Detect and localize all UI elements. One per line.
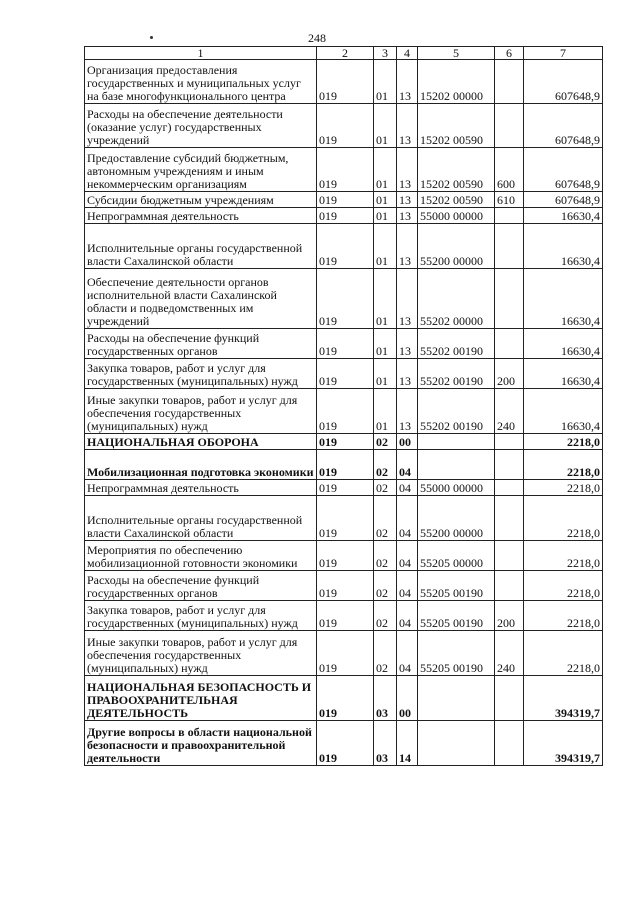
row-expense-type: 240 xyxy=(495,631,524,676)
budget-table xyxy=(84,46,603,766)
row-amount: 2218,0 xyxy=(524,541,603,571)
row-name: Организация предоставления государственных и муниципальных услуг на базе многофункционального центра xyxy=(85,60,317,104)
row-section: 02 xyxy=(374,434,397,450)
table-row xyxy=(85,104,603,148)
row-amount: 607648,9 xyxy=(524,104,603,148)
table-row xyxy=(85,541,603,571)
row-section: 02 xyxy=(374,496,397,541)
table-row xyxy=(85,148,603,192)
row-amount: 2218,0 xyxy=(524,434,603,450)
row-expense-type xyxy=(495,541,524,571)
row-section: 01 xyxy=(374,269,397,329)
row-ministry-code: 019 xyxy=(317,60,374,104)
row-ministry-code: 019 xyxy=(317,359,374,389)
row-expense-type xyxy=(495,329,524,359)
table-row xyxy=(85,224,603,269)
row-section: 01 xyxy=(374,224,397,269)
page-number: 248 xyxy=(308,31,326,45)
row-amount: 16630,4 xyxy=(524,269,603,329)
row-amount: 16630,4 xyxy=(524,359,603,389)
column-header-5: 5 xyxy=(418,47,495,60)
row-target-article: 55200 00000 xyxy=(418,224,495,269)
row-section: 01 xyxy=(374,104,397,148)
row-ministry-code: 019 xyxy=(317,224,374,269)
table-row xyxy=(85,571,603,601)
row-subsection: 13 xyxy=(397,148,418,192)
row-subsection: 00 xyxy=(397,434,418,450)
table-row xyxy=(85,192,603,208)
table-row xyxy=(85,329,603,359)
row-section: 01 xyxy=(374,60,397,104)
row-amount: 2218,0 xyxy=(524,571,603,601)
row-section: 02 xyxy=(374,631,397,676)
row-target-article: 55202 00190 xyxy=(418,329,495,359)
row-expense-type xyxy=(495,60,524,104)
row-amount: 16630,4 xyxy=(524,329,603,359)
row-name: Расходы на обеспечение деятельности (оказание услуг) государственных учреждений xyxy=(85,104,317,148)
row-target-article: 15202 00590 xyxy=(418,192,495,208)
row-target-article xyxy=(418,721,495,766)
row-name: Мобилизационная подготовка экономики xyxy=(85,450,317,480)
row-target-article: 55200 00000 xyxy=(418,496,495,541)
row-amount: 2218,0 xyxy=(524,450,603,480)
row-amount: 2218,0 xyxy=(524,631,603,676)
row-amount: 394319,7 xyxy=(524,721,603,766)
row-subsection: 13 xyxy=(397,224,418,269)
row-expense-type: 610 xyxy=(495,192,524,208)
row-expense-type: 200 xyxy=(495,359,524,389)
row-amount: 2218,0 xyxy=(524,496,603,541)
table-row xyxy=(85,480,603,496)
row-expense-type: 240 xyxy=(495,389,524,434)
row-name: НАЦИОНАЛЬНАЯ БЕЗОПАСНОСТЬ И ПРАВООХРАНИТЕЛЬНАЯ ДЕЯТЕЛЬНОСТЬ xyxy=(85,676,317,721)
row-name: Закупка товаров, работ и услуг для государственных (муниципальных) нужд xyxy=(85,359,317,389)
row-expense-type xyxy=(495,104,524,148)
row-expense-type: 200 xyxy=(495,601,524,631)
row-name: Расходы на обеспечение функций государственных органов xyxy=(85,571,317,601)
row-expense-type xyxy=(495,480,524,496)
row-expense-type xyxy=(495,224,524,269)
row-subsection: 00 xyxy=(397,676,418,721)
row-amount: 16630,4 xyxy=(524,208,603,224)
table-row xyxy=(85,601,603,631)
row-name: Исполнительные органы государственной власти Сахалинской области xyxy=(85,224,317,269)
row-target-article: 55205 00190 xyxy=(418,571,495,601)
row-amount: 607648,9 xyxy=(524,60,603,104)
row-subsection: 04 xyxy=(397,571,418,601)
row-subsection: 13 xyxy=(397,208,418,224)
row-target-article xyxy=(418,434,495,450)
row-subsection: 04 xyxy=(397,631,418,676)
row-ministry-code: 019 xyxy=(317,676,374,721)
table-row xyxy=(85,359,603,389)
row-subsection: 13 xyxy=(397,389,418,434)
row-target-article: 55202 00190 xyxy=(418,359,495,389)
table-row xyxy=(85,389,603,434)
row-section: 03 xyxy=(374,676,397,721)
row-target-article xyxy=(418,676,495,721)
row-expense-type xyxy=(495,450,524,480)
row-name: Непрограммная деятельность xyxy=(85,480,317,496)
row-expense-type xyxy=(495,496,524,541)
row-section: 02 xyxy=(374,480,397,496)
row-ministry-code: 019 xyxy=(317,541,374,571)
row-subsection: 04 xyxy=(397,450,418,480)
row-amount: 16630,4 xyxy=(524,224,603,269)
row-target-article: 55205 00190 xyxy=(418,631,495,676)
row-name: Иные закупки товаров, работ и услуг для обеспечения государственных (муниципальных) нужд xyxy=(85,389,317,434)
row-subsection: 13 xyxy=(397,192,418,208)
row-name: Мероприятия по обеспечению мобилизационной готовности экономики xyxy=(85,541,317,571)
row-ministry-code: 019 xyxy=(317,192,374,208)
row-section: 01 xyxy=(374,359,397,389)
table-row xyxy=(85,450,603,480)
row-expense-type xyxy=(495,434,524,450)
row-expense-type xyxy=(495,721,524,766)
scan-speck xyxy=(150,36,153,39)
row-subsection: 13 xyxy=(397,359,418,389)
row-ministry-code: 019 xyxy=(317,104,374,148)
row-subsection: 13 xyxy=(397,104,418,148)
table-body xyxy=(85,47,603,766)
row-ministry-code: 019 xyxy=(317,571,374,601)
row-amount: 2218,0 xyxy=(524,480,603,496)
row-target-article: 55205 00190 xyxy=(418,601,495,631)
table-row xyxy=(85,208,603,224)
row-target-article: 55000 00000 xyxy=(418,208,495,224)
row-section: 03 xyxy=(374,721,397,766)
row-ministry-code: 019 xyxy=(317,434,374,450)
row-name: Закупка товаров, работ и услуг для государственных (муниципальных) нужд xyxy=(85,601,317,631)
row-amount: 2218,0 xyxy=(524,601,603,631)
column-header-2: 2 xyxy=(317,47,374,60)
table-row xyxy=(85,269,603,329)
row-ministry-code: 019 xyxy=(317,450,374,480)
row-name: Субсидии бюджетным учреждениям xyxy=(85,192,317,208)
row-ministry-code: 019 xyxy=(317,269,374,329)
row-ministry-code: 019 xyxy=(317,601,374,631)
row-expense-type xyxy=(495,269,524,329)
row-target-article: 55000 00000 xyxy=(418,480,495,496)
row-subsection: 04 xyxy=(397,541,418,571)
table-row xyxy=(85,676,603,721)
column-header-1: 1 xyxy=(85,47,317,60)
row-target-article: 15202 00590 xyxy=(418,104,495,148)
row-ministry-code: 019 xyxy=(317,329,374,359)
row-ministry-code: 019 xyxy=(317,721,374,766)
table-row xyxy=(85,721,603,766)
row-name: Другие вопросы в области национальной безопасности и правоохранительной деятельности xyxy=(85,721,317,766)
row-subsection: 04 xyxy=(397,496,418,541)
row-amount: 607648,9 xyxy=(524,148,603,192)
row-name: Исполнительные органы государственной власти Сахалинской области xyxy=(85,496,317,541)
table-row xyxy=(85,496,603,541)
row-section: 02 xyxy=(374,450,397,480)
column-header-4: 4 xyxy=(397,47,418,60)
row-subsection: 13 xyxy=(397,329,418,359)
column-header-7: 7 xyxy=(524,47,603,60)
row-section: 02 xyxy=(374,541,397,571)
table-header-row xyxy=(85,47,603,60)
row-section: 01 xyxy=(374,329,397,359)
column-header-3: 3 xyxy=(374,47,397,60)
row-target-article xyxy=(418,450,495,480)
row-ministry-code: 019 xyxy=(317,631,374,676)
row-ministry-code: 019 xyxy=(317,389,374,434)
row-amount: 607648,9 xyxy=(524,192,603,208)
row-section: 02 xyxy=(374,601,397,631)
row-subsection: 13 xyxy=(397,269,418,329)
row-section: 02 xyxy=(374,571,397,601)
row-section: 01 xyxy=(374,192,397,208)
row-name: Иные закупки товаров, работ и услуг для обеспечения государственных (муниципальных) нужд xyxy=(85,631,317,676)
row-name: Расходы на обеспечение функций государственных органов xyxy=(85,329,317,359)
row-name: Обеспечение деятельности органов исполнительной власти Сахалинской области и подведомственных им учреждений xyxy=(85,269,317,329)
row-section: 01 xyxy=(374,208,397,224)
row-amount: 16630,4 xyxy=(524,389,603,434)
row-target-article: 55202 00190 xyxy=(418,389,495,434)
table-row xyxy=(85,60,603,104)
row-expense-type xyxy=(495,676,524,721)
row-ministry-code: 019 xyxy=(317,208,374,224)
row-ministry-code: 019 xyxy=(317,148,374,192)
row-name: Предоставление субсидий бюджетным, автономным учреждениям и иным некоммерческим организациям xyxy=(85,148,317,192)
row-amount: 394319,7 xyxy=(524,676,603,721)
row-expense-type xyxy=(495,571,524,601)
row-target-article: 15202 00590 xyxy=(418,148,495,192)
column-header-6: 6 xyxy=(495,47,524,60)
row-name: НАЦИОНАЛЬНАЯ ОБОРОНА xyxy=(85,434,317,450)
row-subsection: 04 xyxy=(397,601,418,631)
row-expense-type xyxy=(495,208,524,224)
row-ministry-code: 019 xyxy=(317,480,374,496)
row-target-article: 55202 00000 xyxy=(418,269,495,329)
row-target-article: 55205 00000 xyxy=(418,541,495,571)
row-section: 01 xyxy=(374,389,397,434)
row-section: 01 xyxy=(374,148,397,192)
row-ministry-code: 019 xyxy=(317,496,374,541)
row-expense-type: 600 xyxy=(495,148,524,192)
table-row xyxy=(85,434,603,450)
row-name: Непрограммная деятельность xyxy=(85,208,317,224)
table-row xyxy=(85,631,603,676)
row-target-article: 15202 00000 xyxy=(418,60,495,104)
row-subsection: 13 xyxy=(397,60,418,104)
row-subsection: 04 xyxy=(397,480,418,496)
row-subsection: 14 xyxy=(397,721,418,766)
